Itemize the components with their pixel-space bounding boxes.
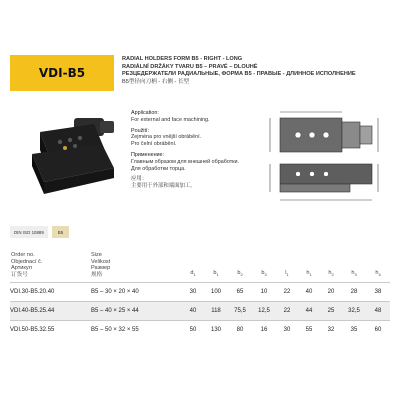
title-zh: B5型径向刀柄 - 右侧 - 长型	[122, 78, 190, 85]
application-text-cz-2: Pro čelní obrábění.	[131, 141, 177, 148]
header-h2: $h_2$	[328, 269, 334, 277]
application-text-ru-2: Для обработки торца.	[131, 165, 186, 172]
value-h1: 40	[298, 283, 320, 302]
header-size: Size Velikost Размер 规格	[91, 252, 111, 278]
value-b3: 10	[252, 283, 276, 302]
order-code: VDI.50-B5.32.55	[10, 321, 90, 340]
value-d1: 30	[182, 283, 204, 302]
product-code-title: VDI-B5	[38, 66, 86, 80]
standard-row	[10, 225, 69, 239]
application-text	[131, 110, 251, 190]
order-code: VDI.40-B5.25.44	[10, 302, 90, 321]
header-h1: $h_1$	[306, 269, 312, 277]
product-photo	[22, 110, 122, 200]
table-header-row	[10, 252, 390, 283]
application-text-zh: 主要用于外部和端面加工。	[131, 183, 196, 190]
value-l1: 22	[276, 302, 298, 321]
application-text-cz-1: Zejména pro vnější obrábění.	[131, 134, 202, 141]
value-b2: 80	[228, 321, 252, 340]
standard-norm-tag: DIN ISO 10889	[10, 226, 48, 238]
title-en: RADIAL HOLDERS FORM B5 - RIGHT - LONG	[122, 56, 243, 62]
application-label-ru: Применение:	[131, 151, 165, 158]
size-value: B5 – 50 × 32 × 55	[90, 321, 182, 340]
value-h4: 48	[366, 302, 390, 321]
value-b1: 100	[204, 283, 228, 302]
application-label-zh: 应用：	[131, 176, 148, 183]
application-label-en: Application:	[131, 110, 159, 116]
value-h3: 28	[342, 283, 366, 302]
application-text-ru-1: Главным образом для внешней обработки.	[131, 158, 240, 165]
technical-drawing	[258, 108, 394, 206]
order-code: VDI.30-B5.20.40	[10, 283, 90, 302]
header-bar	[10, 55, 114, 91]
value-h2: 32	[320, 321, 342, 340]
specification-table	[10, 252, 390, 339]
header-d1: $d_1$	[190, 269, 196, 277]
value-h1: 55	[298, 321, 320, 340]
header-h4: $h_4$	[375, 269, 381, 277]
table-row	[10, 283, 390, 302]
value-b1: 130	[204, 321, 228, 340]
application-text-en: For external and face machining.	[131, 116, 210, 123]
value-b3: 12,5	[252, 302, 276, 321]
value-b2: 65	[228, 283, 252, 302]
value-h4: 38	[366, 283, 390, 302]
title-cz: RADIÁLNÍ DRŽÁKY TVARU B5 – PRAVÉ – DLOUHÉ	[122, 63, 258, 70]
application-label-cz: Použití:	[131, 127, 149, 134]
header-b2: $b_2$	[237, 269, 243, 277]
value-l1: 30	[276, 321, 298, 340]
value-h1: 44	[298, 302, 320, 321]
product-titles	[122, 56, 392, 86]
header-order-no: Order no. Objednací č. Артикул 订货号	[11, 252, 43, 278]
value-d1: 40	[182, 302, 204, 321]
value-l1: 22	[276, 283, 298, 302]
table-row	[10, 321, 390, 340]
value-h2: 20	[320, 283, 342, 302]
title-ru: РЕЗЦЕДЕРЖАТЕЛИ РАДИАЛЬНЫЕ, ФОРМА B5 - ПРАВЫЕ - ДЛИННОЕ ИСПОЛНЕНИЕ	[122, 71, 356, 78]
header-h3: $h_3$	[351, 269, 357, 277]
size-value: B5 – 30 × 20 × 40	[90, 283, 182, 302]
value-b3: 16	[252, 321, 276, 340]
table-row	[10, 302, 390, 321]
standard-form-badge: B5	[52, 226, 69, 238]
size-value: B5 – 40 × 25 × 44	[90, 302, 182, 321]
header-b3: $b_3$	[261, 269, 267, 277]
header-b1: $b_1$	[213, 269, 219, 277]
header-l1: $l_1$	[285, 269, 289, 277]
value-h3: 35	[342, 321, 366, 340]
value-h2: 25	[320, 302, 342, 321]
value-h3: 32,5	[342, 302, 366, 321]
value-h4: 60	[366, 321, 390, 340]
value-b1: 118	[204, 302, 228, 321]
value-b2: 75,5	[228, 302, 252, 321]
value-d1: 50	[182, 321, 204, 340]
